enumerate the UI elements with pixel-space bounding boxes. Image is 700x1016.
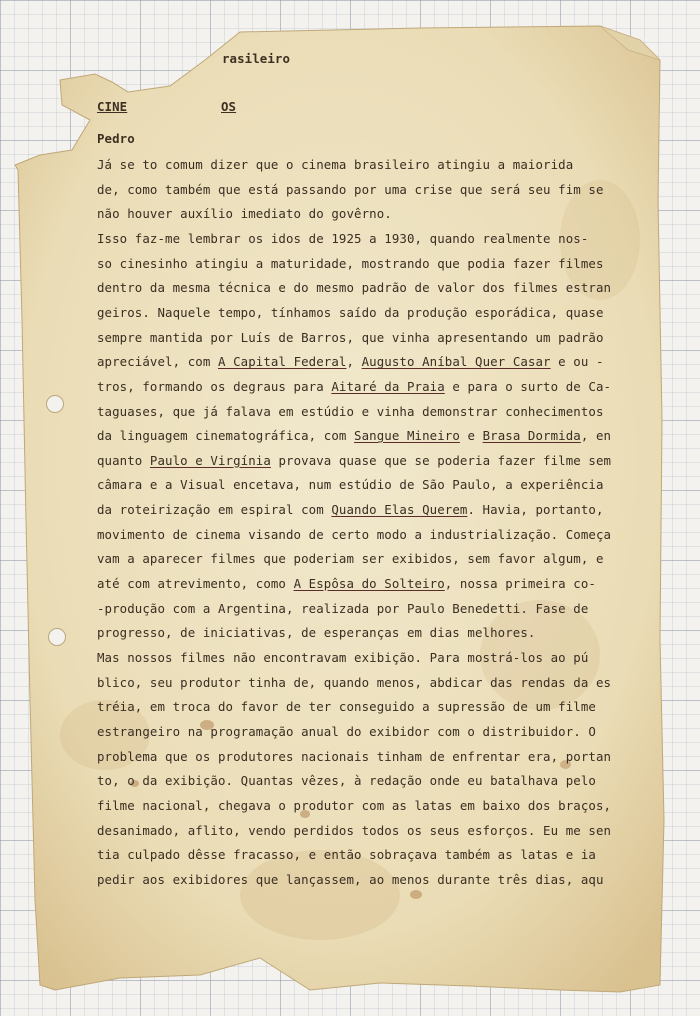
text-segment: até com atrevimento, como: [97, 576, 294, 592]
text-segment: blico, seu produtor tinha de, quando menos, abdicar das rendas da es: [97, 674, 612, 690]
text-line: [97, 773, 596, 788]
text-segment: desanimado, aflito, vendo perdidos todos os seus esforços. Eu me sen: [97, 822, 612, 838]
text-line: [97, 206, 392, 221]
text-segment: . Havia, portanto,: [467, 502, 604, 518]
text-line: [97, 157, 573, 172]
text-segment: Mas nossos filmes não encontravam exibição. Para mostrá-los ao pú: [97, 650, 589, 665]
text-line: [97, 404, 604, 419]
text-segment: e ou -: [550, 354, 604, 370]
text-segment: apreciável, com: [97, 354, 218, 370]
text-line: [97, 354, 604, 369]
text-line: [97, 625, 535, 640]
text-line: [97, 280, 611, 295]
text-line: [97, 182, 604, 197]
film-title: Quando Elas Querem: [331, 502, 468, 518]
author-name: Pedro: [97, 131, 135, 146]
text-line: [97, 576, 596, 591]
text-segment: provava quase que se poderia fazer filme sem: [270, 452, 612, 468]
text-segment: ,: [346, 354, 362, 370]
text-segment: problema que os produtores nacionais tinham de enfrentar era, portan: [97, 748, 612, 764]
text-line: [97, 527, 611, 542]
text-line: [97, 477, 604, 492]
text-segment: movimento de cinema visando de certo modo a industrialização. Começa: [97, 526, 612, 542]
text-segment: to, o da exibição. Quantas vêzes, à redação onde eu batalhava pelo: [97, 773, 596, 789]
text-segment: so cinesinho atingiu a maturidade, mostrando que podia fazer filmes: [97, 255, 604, 271]
title-left: CINE: [97, 99, 128, 114]
film-title: A Capital Federal: [217, 354, 347, 370]
text-line: [97, 847, 596, 862]
text-segment: e: [459, 428, 483, 444]
text-line: [97, 872, 604, 887]
text-line: [97, 650, 588, 665]
text-line: [97, 551, 604, 566]
film-title: A Espôsa do Solteiro: [293, 576, 445, 592]
film-title: Sangue Mineiro: [354, 428, 460, 444]
title-right: OS: [221, 99, 237, 114]
text-line: [97, 330, 604, 345]
text-line: [97, 749, 611, 764]
text-line: [97, 305, 604, 320]
text-line: [97, 823, 611, 838]
text-segment: Já se to comum dizer que o cinema brasileiro atingiu a maiorida: [97, 157, 574, 172]
text-segment: não houver auxílio imediato do govêrno.: [97, 206, 392, 222]
text-segment: vam a aparecer filmes que poderiam ser exibidos, sem favor algum, e: [97, 551, 604, 567]
text-segment: estrangeiro na programação anual do exibidor com o distribuidor. O: [97, 723, 596, 739]
text-line: [97, 699, 596, 714]
text-segment: quanto: [97, 452, 150, 468]
text-segment: e para o surto de Ca-: [444, 378, 612, 394]
text-line: [97, 724, 596, 739]
text-segment: tia culpado dêsse fracasso, e então sobraçava também as latas e ia: [97, 847, 596, 863]
text-line: [97, 675, 611, 690]
film-title: Paulo e Virgínia: [149, 452, 271, 468]
text-segment: câmara e a Visual encetava, num estúdio de São Paulo, a experiência: [97, 477, 604, 493]
film-title: Brasa Dormida: [482, 428, 581, 444]
text-segment: -produção com a Argentina, realizada por Paulo Benedetti. Fase de: [97, 600, 589, 616]
text-segment: tros, formando os degraus para: [97, 378, 332, 394]
text-line: [97, 502, 604, 517]
film-title: Aitaré da Praia: [331, 378, 445, 394]
text-line: [97, 798, 611, 813]
film-title: Augusto Aníbal Quer Casar: [361, 354, 551, 370]
text-segment: Isso faz-me lembrar os idos de 1925 a 1930, quando realmente nos-: [97, 230, 589, 246]
text-segment: dentro da mesma técnica e do mesmo padrão de valor dos filmes estran: [97, 280, 612, 296]
text-segment: de, como também que está passando por uma crise que será seu fim se: [97, 181, 604, 197]
text-segment: sempre mantida por Luís de Barros, que vinha apresentando um padrão: [97, 329, 604, 345]
text-segment: , en: [580, 428, 612, 444]
text-segment: pedir aos exibidores que lançassem, ao menos durante três dias, aqu: [97, 871, 604, 887]
text-line: [97, 453, 611, 468]
header-fragment: rasileiro: [222, 51, 291, 66]
text-line: [97, 256, 604, 271]
text-line: [97, 428, 611, 443]
text-segment: geiros. Naquele tempo, tínhamos saído da produção esporádica, quase: [97, 304, 604, 320]
text-line: [97, 379, 611, 394]
text-segment: da roteirização em espiral com: [97, 502, 332, 518]
text-line: [97, 231, 588, 246]
text-segment: tréia, em troca do favor de ter conseguido a supressão de um filme: [97, 699, 596, 715]
text-segment: da linguagem cinematográfica, com: [97, 428, 355, 444]
text-line: [97, 601, 588, 616]
text-segment: filme nacional, chegava o produtor com as latas em baixo dos braços,: [97, 797, 612, 813]
text-segment: progresso, de iniciativas, de esperanças em dias melhores.: [97, 625, 536, 641]
text-segment: taguases, que já falava em estúdio e vinha demonstrar conhecimentos: [97, 403, 604, 419]
text-segment: , nossa primeira co-: [444, 576, 596, 592]
